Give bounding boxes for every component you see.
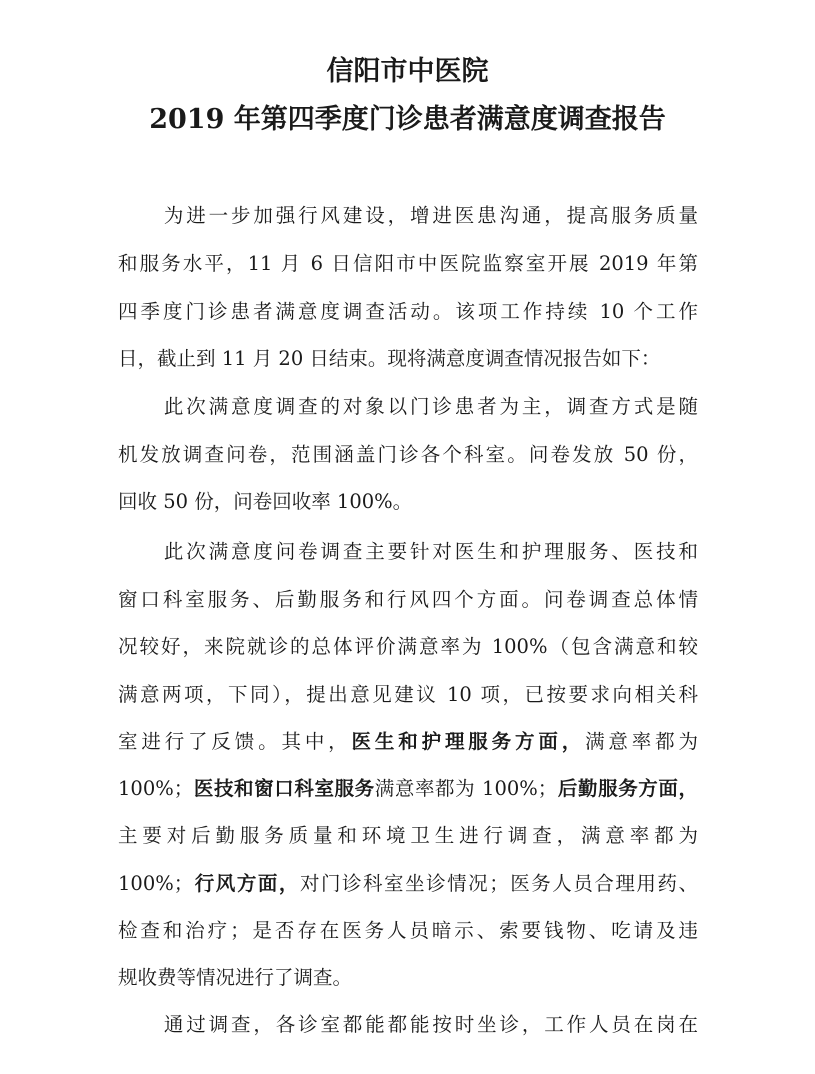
bold-conduct-aspect: 行风方面， (193, 872, 300, 895)
bold-logistics-service: 后勤服务方面， (557, 777, 698, 800)
paragraph-3-line-4: 满意两项，下同），提出意见建议 10 项，已按要求向相关科 (118, 683, 698, 706)
paragraph-3-line-3: 况较好，来院就诊的总体评价满意率为 100%（包含满意和较 (118, 635, 698, 658)
paragraph-3-line-2: 窗口科室服务、后勤服务和行风四个方面。问卷调查总体情 (118, 588, 698, 611)
document-title-hospital: 信阳市中医院 (326, 56, 489, 87)
bold-medical-tech-window-service: 医技和窗口科室服务 (193, 777, 375, 800)
document-title-report: 2019 年第四季度门诊患者满意度调查报告 (149, 104, 666, 135)
paragraph-3-line-9: 检查和治疗；是否存在医务人员暗示、索要钱物、吃请及违 (118, 919, 698, 942)
paragraph-1-line-4: 日，截止到 11 月 20 日结束。现将满意度调查情况报告如下： (118, 347, 661, 370)
paragraph-4-line-1: 通过调查，各诊室都能都能按时坐诊，工作人员在岗在 (161, 1013, 698, 1036)
bold-doctor-nursing-service: 医生和护理服务方面， (351, 730, 586, 753)
paragraph-2-line-3: 回收 50 份，问卷回收率 100%。 (118, 490, 413, 513)
paragraph-3-line-5: 室进行了反馈。其中，医生和护理服务方面，满意率都为 (118, 730, 698, 753)
paragraph-1-line-1: 为进一步加强行风建设，增进医患沟通，提高服务质量 (161, 204, 698, 227)
paragraph-1-line-3: 四季度门诊患者满意度调查活动。该项工作持续 10 个工作 (118, 300, 698, 323)
paragraph-3-line-6: 100%；医技和窗口科室服务满意率都为 100%；后勤服务方面， (118, 777, 698, 800)
paragraph-2-line-1: 此次满意度调查的对象以门诊患者为主，调查方式是随 (161, 395, 698, 418)
paragraph-3-line-10: 规收费等情况进行了调查。 (118, 966, 353, 989)
paragraph-1-line-2: 和服务水平，11 月 6 日信阳市中医院监察室开展 2019 年第 (118, 252, 698, 275)
paragraph-3-line-1: 此次满意度问卷调查主要针对医生和护理服务、医技和 (161, 540, 698, 563)
paragraph-3-line-8: 100%；行风方面，对门诊科室坐诊情况；医务人员合理用药、 (118, 872, 698, 895)
paragraph-3-line-7: 主要对后勤服务质量和环境卫生进行调查，满意率都为 (118, 824, 698, 847)
paragraph-2-line-2: 机发放调查问卷，范围涵盖门诊各个科室。问卷发放 50 份， (118, 443, 698, 466)
